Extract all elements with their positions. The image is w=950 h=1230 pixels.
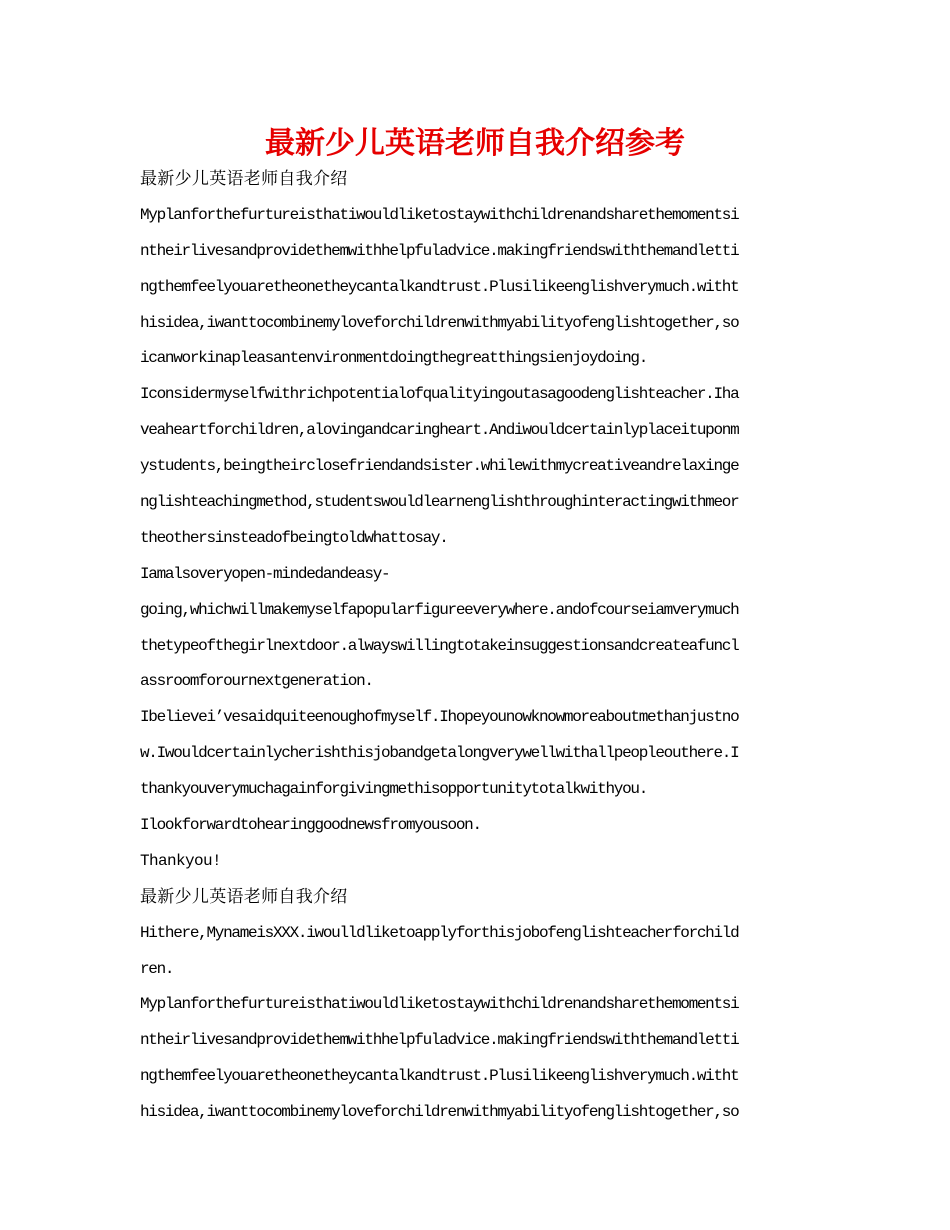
text-line: Thankyou! (140, 851, 222, 870)
text-line: ystudents,beingtheirclosefriendandsister.whilewithmycreativeandrelaxinge (140, 457, 739, 476)
text-line: ngthemfeelyouaretheonetheycantalkandtrust.Plusilikeenglishverymuch.witht (140, 1067, 739, 1086)
section-heading: 最新少儿英语老师自我介绍 (140, 169, 348, 189)
text-line: Ibelievei’vesaidquiteenoughofmyself.Ihopeyounowknowmoreaboutmethanjustno (140, 708, 739, 727)
text-line: ntheirlivesandprovidethemwithhelpfuladvice.makingfriendswiththemandletti (140, 241, 739, 260)
text-line: hisidea,iwanttocombinemyloveforchildrenwithmyabilityofenglishtogether,so (140, 1103, 739, 1122)
text-line: ngthemfeelyouaretheonetheycantalkandtrust.Plusilikeenglishverymuch.witht (140, 277, 739, 296)
text-line: ren. (140, 959, 174, 978)
text-line: Iconsidermyselfwithrichpotentialofqualityingoutasagoodenglishteacher.Iha (140, 385, 739, 404)
text-line: thetypeofthegirlnextdoor.alwayswillingtotakeinsuggestionsandcreateafuncl (140, 636, 739, 655)
text-line: theothersinsteadofbeingtoldwhattosay. (140, 528, 448, 547)
text-line: assroomforournextgeneration. (140, 672, 373, 691)
text-line: Ilookforwardtohearinggoodnewsfromyousoon. (140, 816, 481, 835)
text-line: Hithere,MynameisXXX.iwoulldliketoapplyforthisjobofenglishteacherforchild (140, 923, 739, 942)
text-line: ntheirlivesandprovidethemwithhelpfuladvice.makingfriendswiththemandletti (140, 1031, 739, 1050)
document-body (140, 162, 812, 1131)
text-line: Iamalsoveryopen-mindedandeasy- (140, 564, 390, 583)
text-line: w.Iwouldcertainlycherishthisjobandgetalongverywellwithallpeopleouthere.I (140, 744, 739, 763)
document-title: 最新少儿英语老师自我介绍参考 (265, 126, 685, 161)
text-line: thankyouverymuchagainforgivingmethisopportunitytotalkwithyou. (140, 780, 648, 799)
text-line: icanworkinapleasantenvironmentdoingthegreatthingsienjoydoing. (140, 349, 648, 368)
text-line: veaheartforchildren,alovingandcaringheart.Andiwouldcertainlyplaceituponm (140, 421, 739, 440)
text-line: Myplanforthefurtureisthatiwouldliketostaywithchildrenandsharethemomentsi (140, 205, 739, 224)
text-line: Myplanforthefurtureisthatiwouldliketostaywithchildrenandsharethemomentsi (140, 995, 739, 1014)
text-line: going,whichwillmakemyselfapopularfigureeverywhere.andofcourseiamverymuch (140, 600, 739, 619)
text-line: hisidea,iwanttocombinemyloveforchildrenwithmyabilityofenglishtogether,so (140, 313, 739, 332)
text-line: nglishteachingmethod,studentswouldlearnenglishthroughinteractingwithmeor (140, 493, 739, 512)
section-heading: 最新少儿英语老师自我介绍 (140, 886, 348, 907)
